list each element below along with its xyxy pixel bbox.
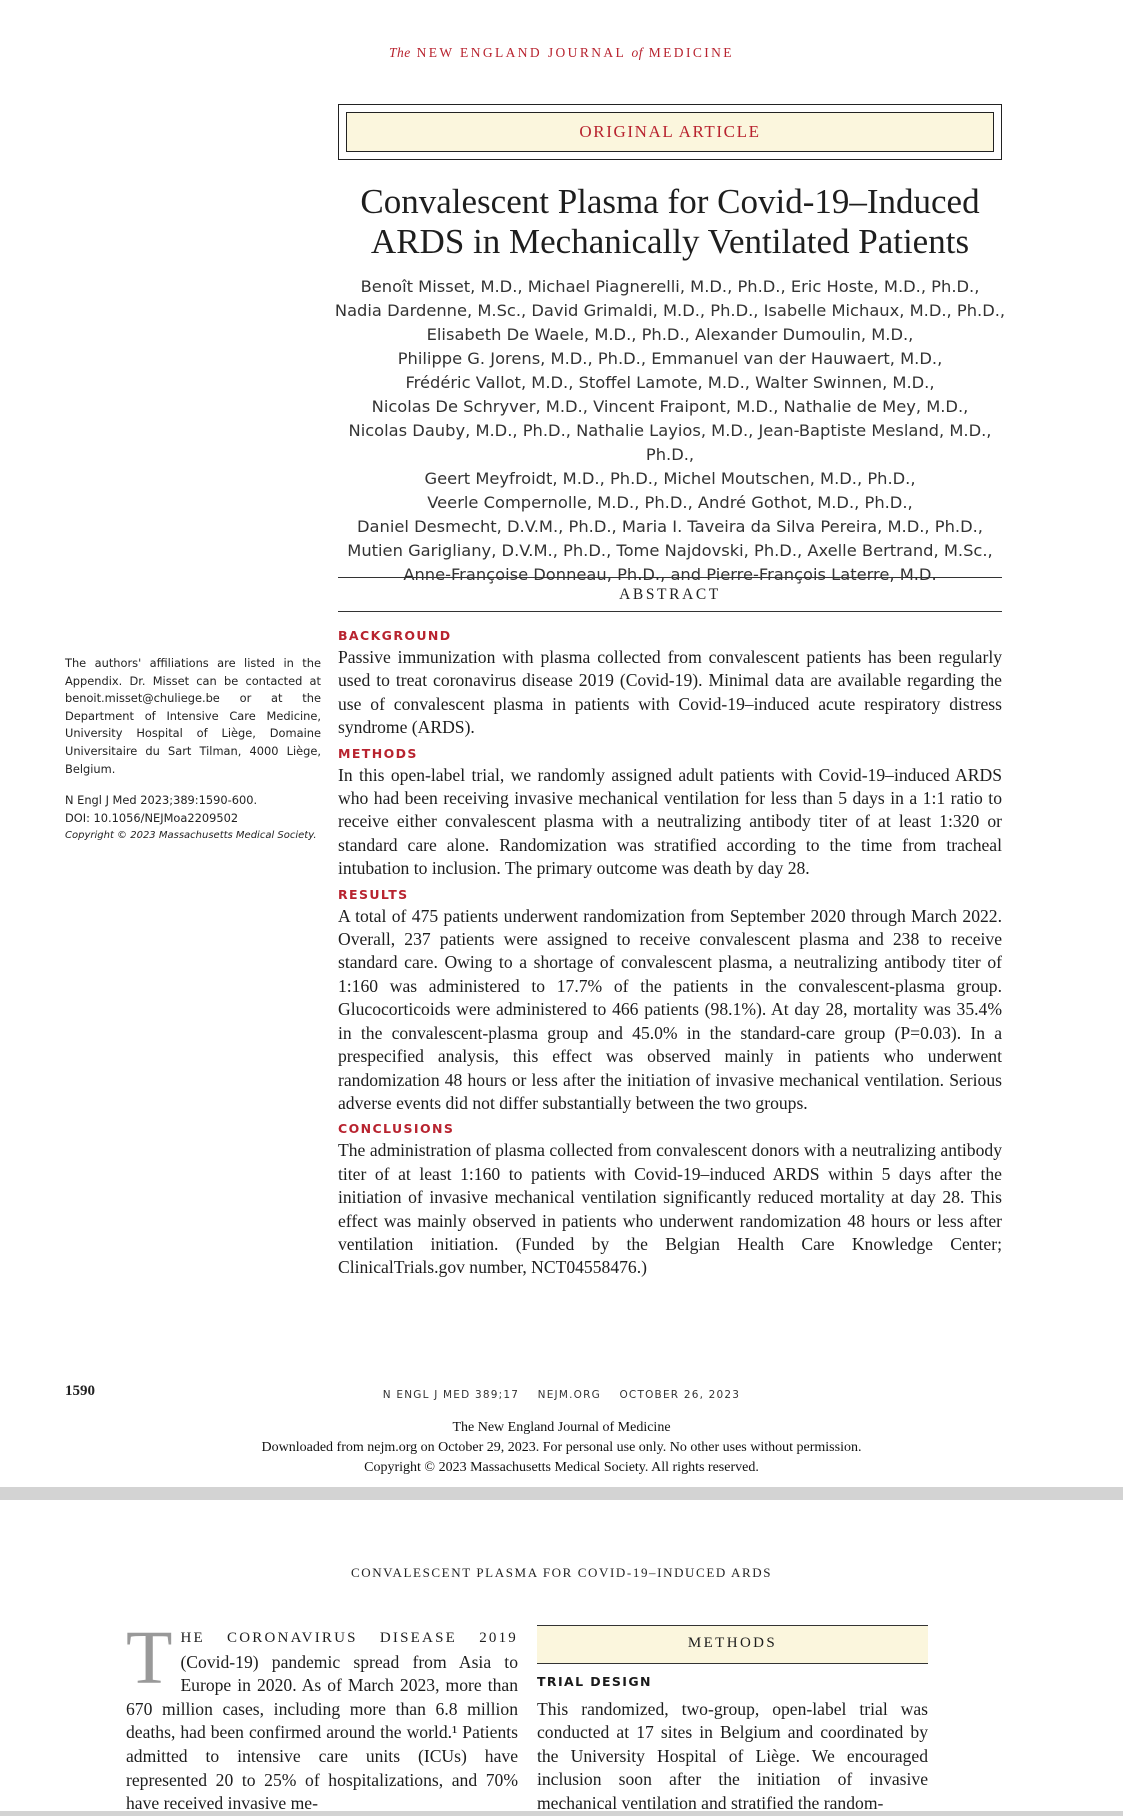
sidebar-notes (65, 655, 321, 845)
author-line: Mutien Garigliany, D.V.M., Ph.D., Tome Najdovski, Ph.D., Axelle Bertrand, M.Sc., (347, 541, 993, 560)
article-title: Convalescent Plasma for Covid-19–Induced ARDS in Mechanically Ventilated Patients (360, 182, 980, 261)
page-footer (0, 1389, 1123, 1401)
conclusions-text: The administration of plasma collected from convalescent donors with a neutralizing antibody titer of at least 1:160 to patients with Covid-19–induced ARDS within 5 days after the initiation of invasive mechanical ventilation significantly reduced mortality at day 28. This effect was mainly observed in patients who underwent randomization 48 hours or less after ventilation initiation. (Funded by the Belgian Health Care Knowledge Center; ClinicalTrials.gov number, NCT04558476.) (338, 1140, 1002, 1278)
abstract-top-rule (338, 577, 1002, 578)
trial-design-text: This randomized, two-group, open-label trial was conducted at 17 sites in Belgium and coordinated by the University Hospital of Liège. We encouraged inclusion soon after the initiation of invasive mechanical ventilation and stratified the random- (537, 1698, 928, 1813)
trial-design-heading: TRIAL DESIGN (537, 1673, 652, 1689)
doi[interactable]: DOI: 10.1056/NEJMoa2209502 (65, 810, 239, 825)
citation: N Engl J Med 2023;389:1590-600. (65, 793, 258, 808)
introduction-paragraph (126, 1616, 518, 1816)
journal-header: The NEW ENGLAND JOURNAL of MEDICINE (389, 45, 734, 60)
introduction-column (126, 1616, 518, 1816)
intro-first-words: HE CORONAVIRUS DISEASE 2019 (180, 1630, 518, 1646)
author-line: Benoît Misset, M.D., Michael Piagnerelli, M.D., Ph.D., Eric Hoste, M.D., Ph.D., (360, 277, 980, 296)
abstract-bottom-rule (338, 611, 1002, 612)
abstract-body (338, 628, 1002, 1280)
author-line: Veerle Compernolle, M.D., Ph.D., André Gothot, M.D., Ph.D., (427, 493, 913, 512)
background-text: Passive immunization with plasma collected from convalescent patients has been regularly used to treat coronavirus disease 2019 (Covid-19). Minimal data are available regarding the use of convalescent plasma in patients with Covid-19–induced acute respiratory distress syndrome (ARDS). (338, 647, 1002, 738)
author-line: Anne-Françoise Donneau, Ph.D., and Pierre-François Laterre, M.D. (403, 565, 937, 584)
author-line: Daniel Desmecht, D.V.M., Ph.D., Maria I. Taveira da Silva Pereira, M.D., Ph.D., (357, 517, 983, 536)
abstract-heading: ABSTRACT (619, 586, 721, 603)
page-number: 1590 (65, 1383, 95, 1399)
article-type-label: ORIGINAL ARTICLE (346, 112, 994, 152)
author-line: Elisabeth De Waele, M.D., Ph.D., Alexander Dumoulin, M.D., (426, 325, 914, 344)
author-line: Geert Meyfroidt, M.D., Ph.D., Michel Moutschen, M.D., Ph.D., (424, 469, 916, 488)
author-line: Nadia Dardenne, M.Sc., David Grimaldi, M.D., Ph.D., Isabelle Michaux, M.D., Ph.D., (334, 301, 1006, 320)
affiliations-note: The authors' affiliations are listed in the Appendix. Dr. Misset can be contacted at benoit.misset@chuliege.be or at the Department of Intensive Care Medicine, University Hospital of Liège, Domaine Universitaire du Sart Tilman, 4000 Liège, Belgium. (65, 656, 321, 776)
journal-site: NEJM.ORG (537, 1389, 601, 1401)
running-header: CONVALESCENT PLASMA FOR COVID-19–INDUCED ARDS (350, 1565, 773, 1580)
article-type-box (338, 104, 1002, 160)
article-page-2 (0, 1500, 1123, 1814)
background-heading: BACKGROUND (338, 628, 452, 643)
issue-date: OCTOBER 26, 2023 (619, 1389, 741, 1401)
results-text: A total of 475 patients underwent randomization from September 2020 through March 2022. Overall, 237 patients were assigned to receive convalescent plasma and 238 to receive standard care. Owing to a shortage of convalescent plasma, a neutralizing antibody titer of 1:160 was administered to 17.7% of the patients in the convalescent-plasma group. Glucocorticoids were administered to 466 patients (98.1%). At day 28, mortality was 35.4% in the convalescent-plasma group and 45.0% in the standard-care group (P=0.03). In a prespecified analysis, this effect was observed mainly in patients who underwent randomization 48 hours or less after the initiation of invasive mechanical ventilation. Serious adverse events did not differ substantially between the two groups. (338, 905, 1002, 1113)
journal-reference: N ENGL J MED 389;17 (382, 1389, 520, 1401)
author-line: Frédéric Vallot, M.D., Stoffel Lamote, M.D., Walter Swinnen, M.D., (405, 373, 935, 392)
methods-section-heading: METHODS (537, 1625, 928, 1664)
results-heading: RESULTS (338, 886, 409, 902)
copyright-note: Copyright © 2023 Massachusetts Medical Society. (65, 830, 317, 842)
methods-column (537, 1625, 928, 1816)
author-list (330, 275, 1010, 587)
author-line: Nicolas Dauby, M.D., Ph.D., Nathalie Layios, M.D., Jean-Baptiste Mesland, M.D., Ph.D., (348, 421, 992, 464)
methods-text: In this open-label trial, we randomly assigned adult patients with Covid-19–induced ARDS who had been receiving invasive mechanical ventilation for less than 5 days in a 1:1 ratio to receive either convalescent plasma with a neutralizing antibody titer of at least 1:320 or standard care alone. Randomization was stratified according to the time from tracheal intubation to inclusion. The primary outcome was death by day 28. (338, 764, 1002, 879)
author-line: Nicolas De Schryver, M.D., Vincent Fraipont, M.D., Nathalie de Mey, M.D., (371, 397, 969, 416)
drop-cap: T (126, 1616, 173, 1700)
author-line: Philippe G. Jorens, M.D., Ph.D., Emmanuel van der Hauwaert, M.D., (397, 349, 943, 368)
download-notice: The New England Journal of Medicine Downloaded from nejm.org on October 29, 2023. For personal use only. No other uses without permission. Copyright © 2023 Massachusetts Medical Society. All rights reserved. (261, 1420, 862, 1475)
intro-text: (Covid-19) pandemic spread from Asia to Europe in 2020. As of March 2023, more than 670 million cases, including more than 6.8 million deaths, had been confirmed around the world.¹ Patients admitted to intensive care units (ICUs) have represented 20 to 25% of hospitalizations, and 70% have received invasive me- (126, 1651, 518, 1814)
methods-heading: METHODS (338, 745, 418, 761)
conclusions-heading: CONCLUSIONS (338, 1121, 455, 1137)
